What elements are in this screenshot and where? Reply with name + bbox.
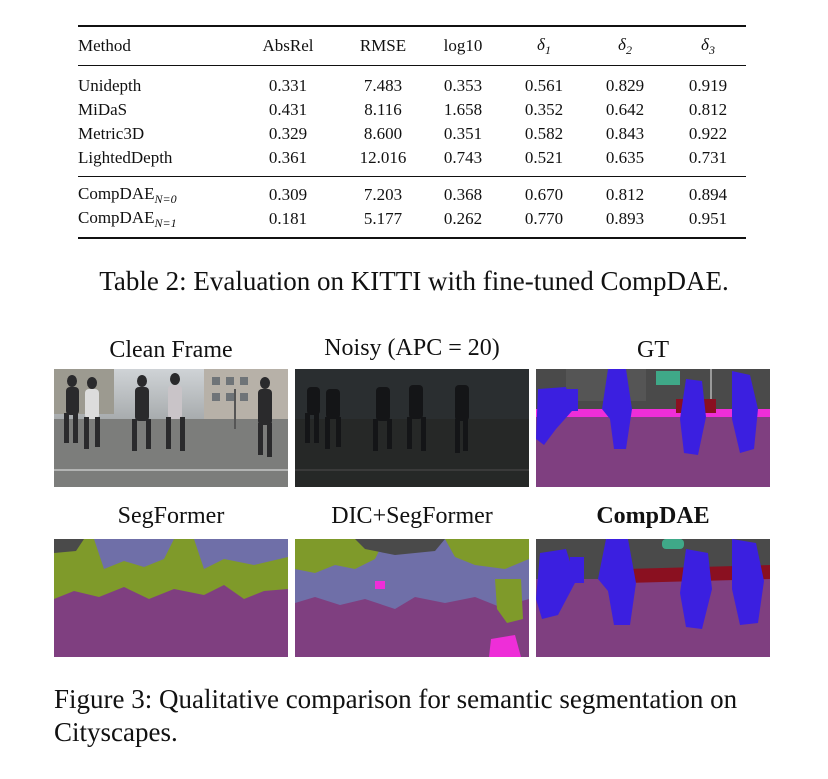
- image-dic-segformer-output: [295, 539, 529, 657]
- image-segformer-output: [54, 539, 288, 657]
- table-row: [78, 98, 746, 122]
- label-clean-frame: Clean Frame: [109, 337, 233, 363]
- table-row: [78, 207, 746, 238]
- cell-delta1: 0.670: [508, 177, 580, 208]
- table-row: [78, 177, 746, 208]
- header-delta1-sub: 1: [544, 42, 551, 57]
- table-row: [78, 66, 746, 99]
- image-noisy: [295, 369, 529, 487]
- cell-method: [78, 177, 228, 208]
- cell-method: Metric3D: [78, 124, 145, 143]
- header-rmse: RMSE: [348, 26, 418, 66]
- cell-absrel: 0.431: [268, 100, 308, 119]
- table-row: [78, 146, 746, 177]
- cell-rmse: 5.177: [348, 207, 418, 238]
- table-caption: Table 2: Evaluation on KITTI with fine-tuned CompDAE.: [99, 266, 729, 296]
- cell-absrel: 0.361: [268, 148, 308, 167]
- cell-delta1: 0.770: [508, 207, 580, 238]
- cell-delta3: 0.812: [688, 100, 728, 119]
- header-log10: log10: [418, 26, 508, 66]
- cell-delta1: 0.521: [524, 148, 564, 167]
- cell-delta3: 0.894: [670, 177, 746, 208]
- header-delta3: [670, 26, 746, 66]
- header-delta1-symbol: δ: [537, 34, 545, 54]
- cell-delta3: 0.731: [688, 148, 728, 167]
- cell-log10: 0.351: [443, 124, 483, 143]
- cell-method: LightedDepth: [78, 148, 173, 167]
- method-subscript: N=0: [154, 191, 177, 206]
- cell-delta1: 0.561: [508, 66, 580, 99]
- method-name: CompDAE: [78, 183, 155, 203]
- label-noisy: Noisy (APC = 20): [324, 335, 500, 361]
- cell-method: MiDaS: [78, 100, 128, 119]
- header-delta3-sub: 3: [708, 42, 715, 57]
- cell-absrel: 0.329: [268, 124, 308, 143]
- cell-delta2: 0.893: [580, 207, 670, 238]
- header-delta2: [580, 26, 670, 66]
- cell-rmse: 7.203: [348, 177, 418, 208]
- cell-log10: 0.368: [418, 177, 508, 208]
- compdae-rows: [78, 177, 746, 239]
- cell-rmse: 12.016: [359, 148, 407, 167]
- cell-delta3: 0.922: [688, 124, 728, 143]
- cell-rmse: 8.116: [364, 100, 402, 119]
- image-clean-frame: [54, 369, 288, 487]
- cell-method: [78, 207, 228, 238]
- cell-rmse: 7.483: [348, 66, 418, 99]
- image-compdae-output: [536, 539, 770, 657]
- header-delta3-symbol: δ: [701, 34, 709, 54]
- figure-caption: Figure 3: Qualitative comparison for semantic segmentation on Cityscapes.: [54, 684, 738, 747]
- cell-absrel: 0.331: [228, 66, 348, 99]
- cell-log10: 1.658: [443, 100, 483, 119]
- results-table-wrap: [78, 25, 746, 239]
- cell-rmse: 8.600: [363, 124, 403, 143]
- header-delta1: [508, 26, 580, 66]
- cell-delta2: 0.829: [580, 66, 670, 99]
- table-row: [78, 122, 746, 146]
- label-gt: GT: [637, 337, 669, 363]
- method-name: CompDAE: [78, 207, 155, 227]
- cell-delta2: 0.843: [605, 124, 645, 143]
- cell-delta1: 0.582: [524, 124, 564, 143]
- baseline-rows: [78, 66, 746, 177]
- cell-delta3: 0.951: [670, 207, 746, 238]
- cell-log10: 0.743: [443, 148, 483, 167]
- cell-delta1: 0.352: [524, 100, 564, 119]
- cell-absrel: 0.309: [228, 177, 348, 208]
- table-header-row: [78, 26, 746, 66]
- header-delta2-sub: 2: [625, 42, 632, 57]
- header-method: Method: [78, 26, 228, 66]
- header-delta2-symbol: δ: [618, 34, 626, 54]
- image-gt-segmentation: [536, 369, 770, 487]
- cell-delta2: 0.642: [605, 100, 645, 119]
- results-table: [78, 25, 746, 239]
- label-segformer: SegFormer: [117, 503, 225, 529]
- cell-delta2: 0.812: [580, 177, 670, 208]
- label-dic-segformer: DIC+SegFormer: [331, 503, 493, 529]
- cell-log10: 0.262: [418, 207, 508, 238]
- cell-log10: 0.353: [418, 66, 508, 99]
- method-subscript: N=1: [154, 215, 177, 230]
- label-compdae: CompDAE: [596, 503, 710, 529]
- cell-absrel: 0.181: [228, 207, 348, 238]
- cell-method: Unidepth: [78, 66, 228, 99]
- header-absrel: AbsRel: [228, 26, 348, 66]
- cell-delta3: 0.919: [670, 66, 746, 99]
- cell-delta2: 0.635: [605, 148, 645, 167]
